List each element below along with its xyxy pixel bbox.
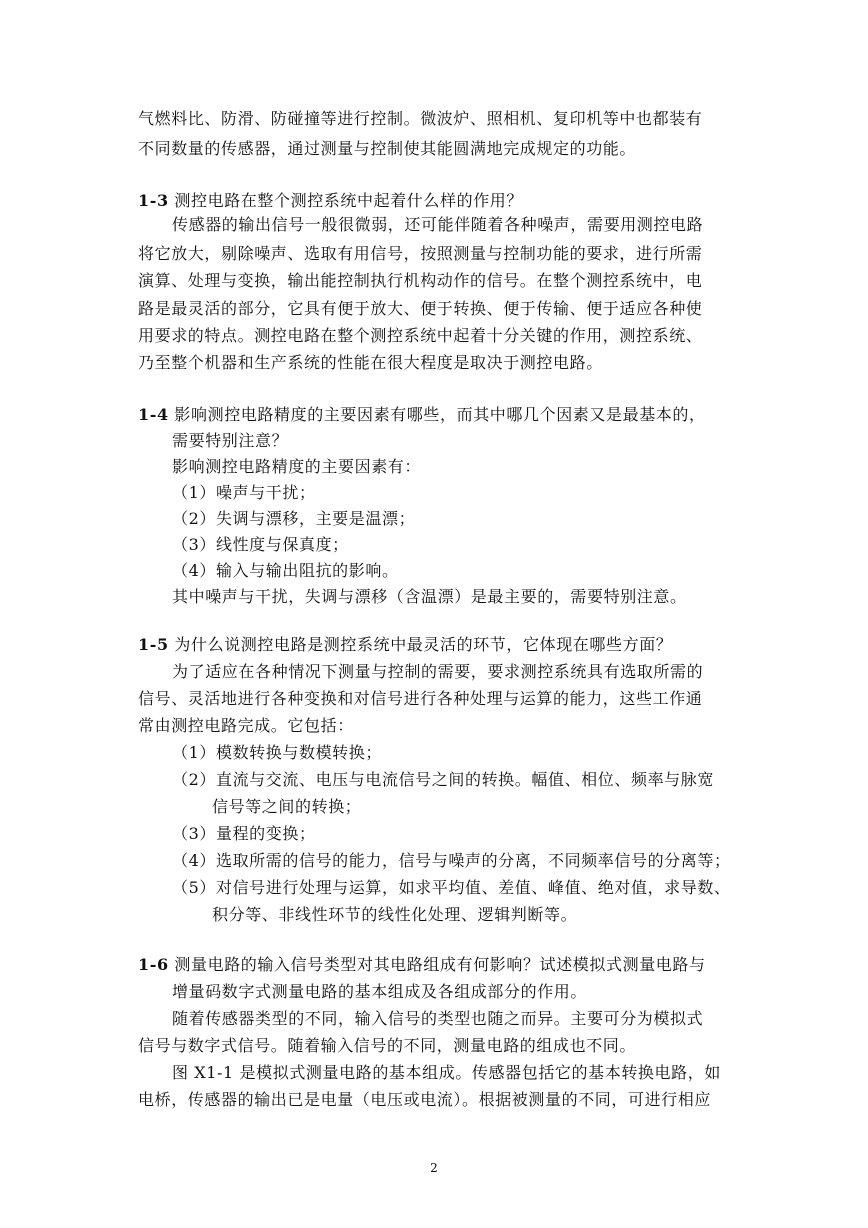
- question-number: 1-4: [138, 405, 169, 424]
- question-text: 为什么说测控电路是测控系统中最灵活的环节，它体现在哪些方面？: [174, 635, 673, 654]
- question-text: 测量电路的输入信号类型对其电路组成有何影响？试述模拟式测量电路与: [174, 955, 706, 974]
- list-item: [172, 534, 349, 556]
- question-text: 测控电路在整个测控系统中起着什么样的作用？: [174, 191, 524, 210]
- answer-line: 路是最灵活的部分，它具有便于放大、便于转换、便于传输、便于适应各种使: [138, 299, 703, 318]
- list-item: [172, 560, 399, 582]
- list-item: （1）模数转换与数模转换；: [172, 743, 382, 762]
- answer-line: 信号、灵活地进行各种变换和对信号进行各种处理与运算的能力，这些工作通: [138, 689, 703, 708]
- question-number: 1-3: [138, 191, 169, 210]
- question-heading: [138, 954, 706, 976]
- list-item-text: 失调与漂移，主要是温漂；: [215, 509, 416, 528]
- paragraph-line: 气燃料比、防滑、防碰撞等进行控制。微波炉、照相机、复印机等中也都装有: [138, 109, 703, 128]
- list-item-number: （4）: [172, 561, 216, 580]
- answer-line: 其中噪声与干扰，失调与漂移（含温漂）是最主要的，需要特别注意。: [172, 587, 687, 606]
- answer-line: 常由测控电路完成。它包括：: [138, 716, 354, 735]
- question-heading: [138, 634, 672, 656]
- question-text: 影响测控电路精度的主要因素有哪些，而其中哪几个因素又是最基本的，: [174, 405, 706, 424]
- list-item-cont: 积分等、非线性环节的线性化处理、逻辑判断等。: [212, 905, 578, 924]
- list-item-text: 线性度与保真度；: [215, 535, 349, 554]
- question-heading: [138, 404, 706, 426]
- question-number: 1-6: [138, 955, 169, 974]
- list-item-number: （1）: [172, 483, 216, 502]
- list-item-number: （2）: [172, 509, 216, 528]
- answer-line: 为了适应在各种情况下测量与控制的需要，要求测控系统具有选取所需的: [172, 662, 704, 681]
- answer-line: 电桥，传感器的输出已是电量（电压或电流）。根据被测量的不同，可进行相应: [138, 1090, 712, 1109]
- answer-line: 演算、处理与变换，输出能控制执行机构动作的信号。在整个测控系统中，电: [138, 271, 703, 290]
- list-item: （2）直流与交流、电压与电流信号之间的转换。幅值、相位、频率与脉宽: [172, 770, 714, 789]
- answer-line: 用要求的特点。测控电路在整个测控系统中起着十分关键的作用，测控系统、: [138, 326, 703, 345]
- question-text-cont: 增量码数字式测量电路的基本组成及各组成部分的作用。: [172, 982, 588, 1001]
- list-item: [172, 482, 316, 504]
- list-item: （3）量程的变换；: [172, 824, 316, 843]
- paragraph-line: 不同数量的传感器，通过测量与控制使其能圆满地完成规定的功能。: [138, 139, 637, 158]
- list-item-text: 输入与输出阻抗的影响。: [215, 561, 399, 580]
- answer-line: 影响测控电路精度的主要因素有：: [172, 457, 422, 476]
- answer-line: 将它放大，剔除噪声、选取有用信号，按照测量与控制功能的要求，进行所需: [138, 244, 703, 263]
- list-item-text: 噪声与干扰；: [215, 483, 316, 502]
- answer-line: 传感器的输出信号一般很微弱，还可能伴随着各种噪声，需要用测控电路: [172, 215, 704, 234]
- answer-line: 乃至整个机器和生产系统的性能在很大程度是取决于测控电路。: [138, 353, 603, 372]
- answer-line: 信号与数字式信号。随着输入信号的不同，测量电路的组成也不同。: [138, 1036, 637, 1055]
- list-item: （4）选取所需的信号的能力，信号与噪声的分离，不同频率信号的分离等；: [172, 851, 731, 870]
- list-item: （5）对信号进行处理与运算，如求平均值、差值、峰值、绝对值，求导数、: [172, 878, 731, 897]
- list-item-cont: 信号等之间的转换；: [212, 797, 362, 816]
- question-text-cont: 需要特别注意？: [172, 431, 289, 450]
- question-heading: [138, 190, 523, 212]
- answer-line: 图 X1-1 是模拟式测量电路的基本组成。传感器包括它的基本转换电路，如: [172, 1063, 721, 1082]
- question-number: 1-5: [138, 635, 169, 654]
- list-item: [172, 508, 415, 530]
- list-item-number: （3）: [172, 535, 216, 554]
- page-number: 2: [430, 1161, 438, 1175]
- answer-line: 随着传感器类型的不同，输入信号的类型也随之而异。主要可分为模拟式: [172, 1009, 704, 1028]
